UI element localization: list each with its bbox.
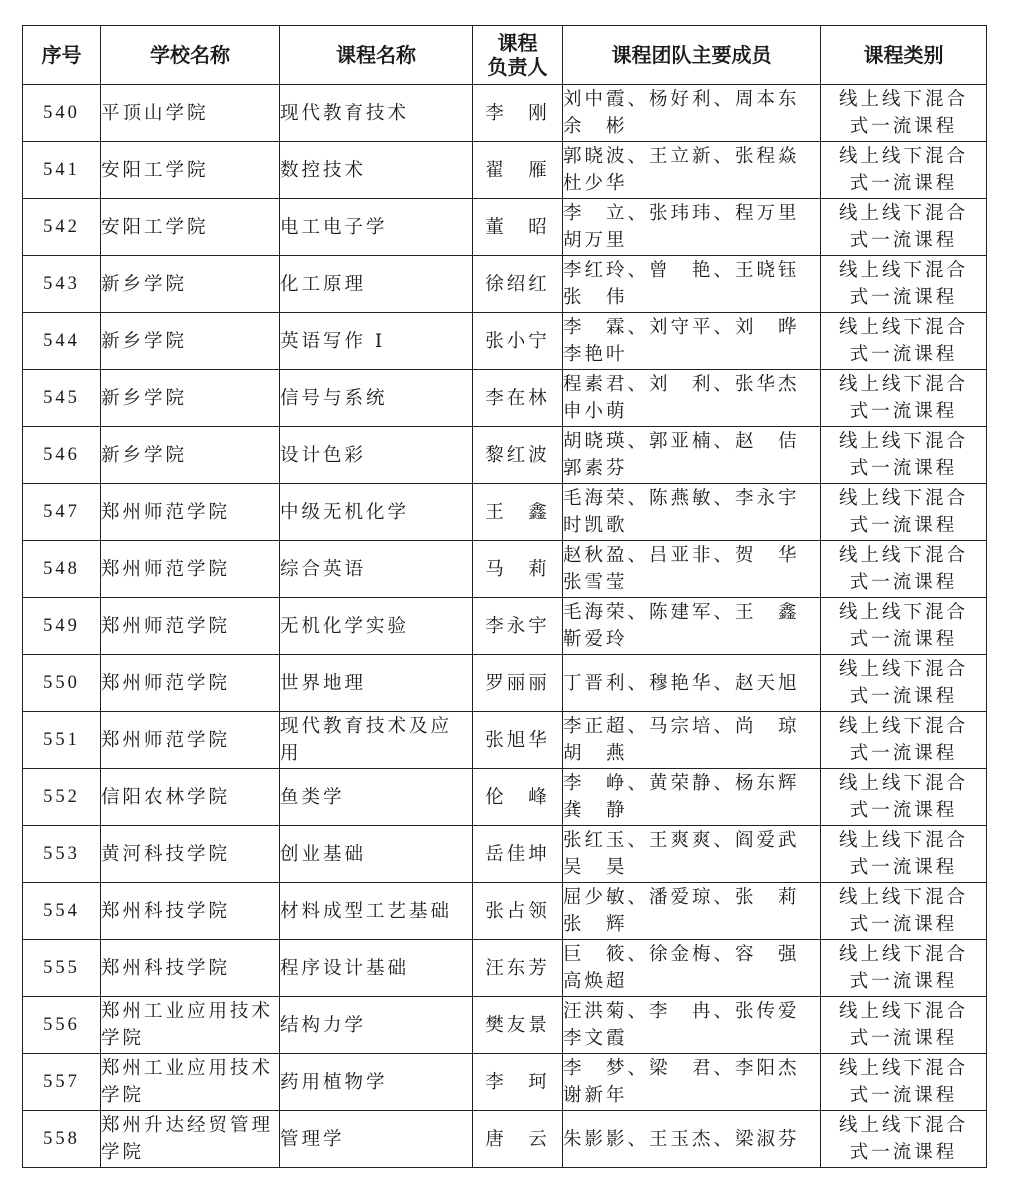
team-line-2: 李艳叶 (563, 344, 628, 365)
course-name: 材料成型工艺基础 (280, 883, 473, 940)
school-name: 郑州师范学院 (101, 598, 280, 655)
row-number: 558 (23, 1111, 101, 1168)
table-row (23, 142, 987, 199)
school-name: 新乡学院 (101, 313, 280, 370)
team-line-1: 李正超、马宗培、尚 琼 (563, 716, 800, 737)
school-name: 新乡学院 (101, 370, 280, 427)
type-line-2: 式一流课程 (849, 914, 958, 935)
header-course: 课程名称 (280, 26, 473, 85)
type-line-2: 式一流课程 (849, 515, 958, 536)
row-number: 554 (23, 883, 101, 940)
type-line-2: 式一流课程 (849, 857, 958, 878)
table-row (23, 655, 987, 712)
school-name: 安阳工学院 (101, 199, 280, 256)
table-row (23, 541, 987, 598)
type-line-2: 式一流课程 (849, 1028, 958, 1049)
team-line-1: 张红玉、王爽爽、阎爱武 (563, 830, 800, 851)
team-line-1: 毛海荣、陈建军、王 鑫 (563, 602, 800, 623)
type-line-1: 线上线下混合 (838, 602, 968, 623)
team-members (563, 427, 821, 484)
team-members (563, 142, 821, 199)
header-leader-line2: 负责人 (487, 55, 548, 79)
course-leader: 张占领 (473, 883, 563, 940)
team-members (563, 484, 821, 541)
type-line-1: 线上线下混合 (838, 1001, 968, 1022)
table-row (23, 85, 987, 142)
row-number: 552 (23, 769, 101, 826)
table-row (23, 940, 987, 997)
header-leader-line1: 课程 (497, 31, 538, 55)
course-name: 电工电子学 (280, 199, 473, 256)
row-number: 550 (23, 655, 101, 712)
team-members (563, 940, 821, 997)
type-line-2: 式一流课程 (849, 629, 958, 650)
type-line-2: 式一流课程 (849, 401, 958, 422)
course-leader: 汪东芳 (473, 940, 563, 997)
course-leader: 张旭华 (473, 712, 563, 769)
course-leader: 董 昭 (473, 199, 563, 256)
type-line-1: 线上线下混合 (838, 716, 968, 737)
type-line-2: 式一流课程 (849, 1085, 958, 1106)
course-name: 现代教育技术及应用 (280, 712, 473, 769)
type-line-2: 式一流课程 (849, 344, 958, 365)
course-leader: 罗丽丽 (473, 655, 563, 712)
school-name: 平顶山学院 (101, 85, 280, 142)
school-name: 新乡学院 (101, 427, 280, 484)
type-line-1: 线上线下混合 (838, 887, 968, 908)
team-line-2: 胡 燕 (563, 743, 628, 764)
type-line-1: 线上线下混合 (838, 431, 968, 452)
team-members (563, 541, 821, 598)
course-leader: 李 珂 (473, 1054, 563, 1111)
type-line-2: 式一流课程 (849, 743, 958, 764)
row-number: 540 (23, 85, 101, 142)
school-name: 郑州科技学院 (101, 883, 280, 940)
row-number: 548 (23, 541, 101, 598)
course-type (821, 997, 987, 1054)
table-body (23, 85, 987, 1168)
team-line-1: 巨 筱、徐金梅、容 强 (563, 944, 800, 965)
team-line-1: 李 梦、梁 君、李阳杰 (563, 1058, 800, 1079)
course-leader: 唐 云 (473, 1111, 563, 1168)
course-name: 世界地理 (280, 655, 473, 712)
school-name: 郑州师范学院 (101, 712, 280, 769)
table-row (23, 883, 987, 940)
row-number: 544 (23, 313, 101, 370)
course-type (821, 769, 987, 826)
team-line-2: 张 辉 (563, 914, 628, 935)
course-name: 程序设计基础 (280, 940, 473, 997)
team-line-1: 李 霖、刘守平、刘 晔 (563, 317, 800, 338)
course-name: 创业基础 (280, 826, 473, 883)
type-line-1: 线上线下混合 (838, 203, 968, 224)
team-line-1: 李 立、张玮玮、程万里 (563, 203, 800, 224)
table-row (23, 997, 987, 1054)
course-type (821, 598, 987, 655)
team-line-2: 时凯歌 (563, 515, 628, 536)
row-number: 555 (23, 940, 101, 997)
row-number: 557 (23, 1054, 101, 1111)
team-members (563, 85, 821, 142)
course-leader: 李在林 (473, 370, 563, 427)
row-number: 543 (23, 256, 101, 313)
row-number: 549 (23, 598, 101, 655)
type-line-2: 式一流课程 (849, 287, 958, 308)
table-row (23, 598, 987, 655)
type-line-2: 式一流课程 (849, 458, 958, 479)
type-line-2: 式一流课程 (849, 800, 958, 821)
team-line-2: 余 彬 (563, 116, 628, 137)
course-table (22, 25, 987, 1168)
table-row (23, 712, 987, 769)
school-name: 新乡学院 (101, 256, 280, 313)
course-leader: 徐绍红 (473, 256, 563, 313)
team-members (563, 769, 821, 826)
type-line-1: 线上线下混合 (838, 545, 968, 566)
course-leader: 李 刚 (473, 85, 563, 142)
course-leader: 李永宇 (473, 598, 563, 655)
school-name: 安阳工学院 (101, 142, 280, 199)
team-members (563, 655, 821, 712)
type-line-2: 式一流课程 (849, 686, 958, 707)
course-name: 化工原理 (280, 256, 473, 313)
course-type (821, 199, 987, 256)
team-line-1: 屈少敏、潘爱琼、张 莉 (563, 887, 800, 908)
type-line-1: 线上线下混合 (838, 260, 968, 281)
team-line-2: 申小萌 (563, 401, 628, 422)
course-name: 设计色彩 (280, 427, 473, 484)
team-line-1: 毛海荣、陈燕敏、李永宇 (563, 488, 800, 509)
row-number: 546 (23, 427, 101, 484)
course-name: 现代教育技术 (280, 85, 473, 142)
type-line-2: 式一流课程 (849, 173, 958, 194)
team-line-2: 吴 昊 (563, 857, 628, 878)
team-line-2: 靳爱玲 (563, 629, 628, 650)
team-line-1: 丁晋利、穆艳华、赵天旭 (563, 672, 800, 694)
course-type (821, 712, 987, 769)
course-type (821, 883, 987, 940)
school-name: 郑州工业应用技术学院 (101, 997, 280, 1054)
team-line-1: 李 峥、黄荣静、杨东辉 (563, 773, 800, 794)
type-line-1: 线上线下混合 (838, 317, 968, 338)
header-leader (473, 26, 563, 85)
course-name: 数控技术 (280, 142, 473, 199)
team-line-2: 龚 静 (563, 800, 628, 821)
type-line-1: 线上线下混合 (838, 89, 968, 110)
school-name: 郑州师范学院 (101, 655, 280, 712)
team-line-1: 赵秋盈、吕亚非、贺 华 (563, 545, 800, 566)
course-type (821, 142, 987, 199)
type-line-2: 式一流课程 (849, 116, 958, 137)
course-type (821, 541, 987, 598)
team-members (563, 883, 821, 940)
course-leader: 黎红波 (473, 427, 563, 484)
school-name: 郑州升达经贸管理学院 (101, 1111, 280, 1168)
course-leader: 樊友景 (473, 997, 563, 1054)
table-row (23, 199, 987, 256)
team-members (563, 1054, 821, 1111)
course-type (821, 427, 987, 484)
team-line-2: 高焕超 (563, 971, 628, 992)
header-num: 序号 (23, 26, 101, 85)
type-line-1: 线上线下混合 (838, 488, 968, 509)
row-number: 541 (23, 142, 101, 199)
team-members (563, 370, 821, 427)
team-line-1: 刘中霞、杨好利、周本东 (563, 89, 800, 110)
course-leader: 马 莉 (473, 541, 563, 598)
team-members (563, 997, 821, 1054)
course-type (821, 1054, 987, 1111)
row-number: 553 (23, 826, 101, 883)
table-row (23, 769, 987, 826)
type-line-1: 线上线下混合 (838, 374, 968, 395)
header-team: 课程团队主要成员 (563, 26, 821, 85)
school-name: 郑州工业应用技术学院 (101, 1054, 280, 1111)
row-number: 556 (23, 997, 101, 1054)
table-row (23, 1111, 987, 1168)
team-line-1: 汪洪菊、李 冉、张传爱 (563, 1001, 800, 1022)
team-line-1: 程素君、刘 利、张华杰 (563, 374, 800, 395)
team-line-2: 郭素芬 (563, 458, 628, 479)
team-members (563, 256, 821, 313)
type-line-2: 式一流课程 (849, 230, 958, 251)
school-name: 郑州师范学院 (101, 484, 280, 541)
team-line-2: 张 伟 (563, 287, 628, 308)
team-members (563, 712, 821, 769)
type-line-2: 式一流课程 (849, 1142, 958, 1163)
header-row (23, 26, 987, 85)
course-type (821, 1111, 987, 1168)
school-name: 郑州师范学院 (101, 541, 280, 598)
course-name: 药用植物学 (280, 1054, 473, 1111)
type-line-2: 式一流课程 (849, 572, 958, 593)
course-name: 鱼类学 (280, 769, 473, 826)
table-row (23, 826, 987, 883)
course-leader: 岳佳坤 (473, 826, 563, 883)
course-type (821, 655, 987, 712)
course-name: 管理学 (280, 1111, 473, 1168)
row-number: 545 (23, 370, 101, 427)
course-name: 综合英语 (280, 541, 473, 598)
team-line-2: 杜少华 (563, 173, 628, 194)
type-line-1: 线上线下混合 (838, 659, 968, 680)
team-members (563, 598, 821, 655)
team-members (563, 199, 821, 256)
table-row (23, 427, 987, 484)
row-number: 547 (23, 484, 101, 541)
team-members (563, 1111, 821, 1168)
course-type (821, 940, 987, 997)
course-leader: 王 鑫 (473, 484, 563, 541)
team-line-2: 胡万里 (563, 230, 628, 251)
table-row (23, 256, 987, 313)
course-name: 中级无机化学 (280, 484, 473, 541)
team-line-2: 谢新年 (563, 1085, 628, 1106)
team-line-2: 张雪莹 (563, 572, 628, 593)
type-line-1: 线上线下混合 (838, 1058, 968, 1079)
table-row (23, 313, 987, 370)
course-leader: 张小宁 (473, 313, 563, 370)
course-type (821, 313, 987, 370)
team-line-2: 李文霞 (563, 1028, 628, 1049)
course-type (821, 826, 987, 883)
team-members (563, 313, 821, 370)
document-page (22, 25, 987, 1168)
course-type (821, 484, 987, 541)
table-row (23, 1054, 987, 1111)
header-type: 课程类别 (821, 26, 987, 85)
type-line-1: 线上线下混合 (838, 773, 968, 794)
row-number: 542 (23, 199, 101, 256)
course-name: 信号与系统 (280, 370, 473, 427)
type-line-1: 线上线下混合 (838, 1115, 968, 1136)
course-name: 结构力学 (280, 997, 473, 1054)
row-number: 551 (23, 712, 101, 769)
school-name: 黄河科技学院 (101, 826, 280, 883)
type-line-1: 线上线下混合 (838, 944, 968, 965)
type-line-1: 线上线下混合 (838, 146, 968, 167)
course-type (821, 370, 987, 427)
course-name: 无机化学实验 (280, 598, 473, 655)
course-leader: 翟 雁 (473, 142, 563, 199)
school-name: 信阳农林学院 (101, 769, 280, 826)
type-line-2: 式一流课程 (849, 971, 958, 992)
header-school: 学校名称 (101, 26, 280, 85)
course-type (821, 85, 987, 142)
school-name: 郑州科技学院 (101, 940, 280, 997)
team-members (563, 826, 821, 883)
course-leader: 伦 峰 (473, 769, 563, 826)
table-row (23, 484, 987, 541)
team-line-1: 胡晓瑛、郭亚楠、赵 佶 (563, 431, 800, 452)
course-type (821, 256, 987, 313)
team-line-1: 李红玲、曾 艳、王晓钰 (563, 260, 800, 281)
team-line-1: 朱影影、王玉杰、梁淑芬 (563, 1128, 800, 1150)
team-line-1: 郭晓波、王立新、张程焱 (563, 146, 800, 167)
course-name: 英语写作 I (280, 313, 473, 370)
table-row (23, 370, 987, 427)
type-line-1: 线上线下混合 (838, 830, 968, 851)
